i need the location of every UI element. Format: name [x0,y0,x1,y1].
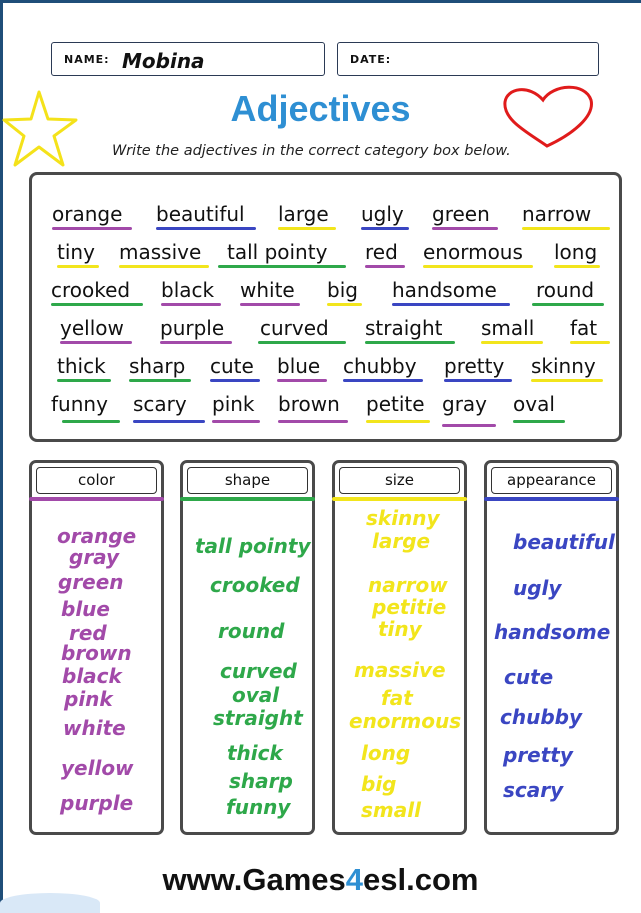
word-bank-item: purple [160,316,225,340]
page-border-top [0,0,641,3]
answer-word: scary [503,778,564,802]
answer-word: funny [226,795,291,819]
word-bank-item: tiny [57,240,95,264]
underline-shape [513,420,565,423]
word-bank-item: narrow [522,202,592,226]
page-title: Adjectives [230,88,411,129]
answer-word: skinny [366,506,440,530]
word-bank-item: blue [277,354,321,378]
underline-appearance [343,379,423,382]
underline-shape [57,379,111,382]
answer-word: orange [57,524,137,548]
underline-shape [532,303,604,306]
word-bank-item: gray [442,392,488,416]
underline-color [212,420,260,423]
category-line-color [29,497,164,501]
answer-word: ugly [513,576,562,600]
underline-appearance [156,227,256,230]
answer-word: handsome [494,620,611,644]
word-bank-item: petite [366,392,425,416]
answer-word: pretty [503,743,573,767]
word-bank-item: green [432,202,490,226]
word-bank-item: sharp [129,354,186,378]
word-bank-item: chubby [343,354,417,378]
website-part: 4 [345,862,363,897]
underline-size [423,265,533,268]
category-header-color: color [36,467,157,494]
category-header-appearance: appearance [491,467,612,494]
answer-word: narrow [368,573,448,597]
answer-word: white [63,716,126,740]
underline-color [442,424,496,427]
word-bank-item: straight [365,316,443,340]
underline-color [432,227,498,230]
word-bank-item: beautiful [156,202,245,226]
answer-word: crooked [210,573,300,597]
answer-word: straight [213,706,303,730]
category-line-size [332,497,467,501]
word-bank-item: white [240,278,295,302]
answer-word: cute [504,665,554,689]
website-footer[interactable] [0,862,641,898]
underline-color [277,379,327,382]
answer-word: big [361,772,397,796]
answer-word: fat [381,686,413,710]
answer-word: pink [64,687,113,711]
word-bank-item: fat [570,316,598,340]
word-bank-item: crooked [51,278,131,302]
underline-shape [62,420,120,423]
underline-shape [218,265,346,268]
word-bank-item: enormous [423,240,523,264]
underline-size [119,265,209,268]
underline-size [481,341,543,344]
underline-color [365,265,405,268]
word-bank-item: curved [260,316,329,340]
answer-word: oval [232,683,280,707]
answer-word: small [361,798,421,822]
answer-word: large [372,529,431,553]
underline-appearance [210,379,260,382]
underline-appearance [444,379,512,382]
word-bank-item: ugly [361,202,404,226]
underline-size [531,379,603,382]
underline-shape [51,303,143,306]
word-bank-item: yellow [60,316,124,340]
category-line-appearance [484,497,619,501]
answer-word: curved [220,659,297,683]
answer-word: enormous [349,709,462,733]
underline-color [160,341,232,344]
name-value: Mobina [122,49,205,73]
answer-word: massive [354,658,446,682]
underline-color [52,227,132,230]
answer-word: green [58,570,124,594]
word-bank-item: red [365,240,398,264]
answer-word: thick [227,741,283,765]
underline-size [327,303,362,306]
word-bank-item: funny [51,392,108,416]
answer-word: brown [61,641,132,665]
underline-size [554,265,600,268]
name-label: NAME: [64,53,110,66]
answer-word: red [69,621,107,645]
word-bank-item: pink [212,392,255,416]
underline-size [366,420,430,423]
word-bank-item: small [481,316,535,340]
word-bank-item: pretty [444,354,505,378]
underline-appearance [392,303,510,306]
website-part: esl.com [363,862,479,897]
underline-size [522,227,610,230]
answer-word: purple [60,791,134,815]
answer-word: black [62,664,122,688]
underline-color [240,303,300,306]
answer-word: round [218,619,285,643]
answer-word: tall pointy [195,534,311,558]
word-bank-item: thick [57,354,106,378]
underline-color [161,303,221,306]
word-bank-item: black [161,278,215,302]
date-field[interactable] [337,42,599,76]
word-bank-item: large [278,202,329,226]
name-field[interactable] [51,42,325,76]
underline-size [570,341,610,344]
underline-size [278,227,336,230]
word-bank-item: oval [513,392,555,416]
word-bank-item: orange [52,202,123,226]
word-bank-item: long [554,240,598,264]
word-bank-item: big [327,278,358,302]
underline-shape [258,341,346,344]
word-bank-item: handsome [392,278,497,302]
answer-word: chubby [500,705,583,729]
word-bank-item: tall pointy [227,240,328,264]
underline-appearance [133,420,205,423]
category-line-shape [180,497,315,501]
instructions: Write the adjectives in the correct category box below. [112,143,511,159]
website-part: www.Games [162,862,346,897]
answer-word: gray [69,545,120,569]
answer-word: blue [61,597,110,621]
answer-word: long [361,741,411,765]
word-bank-item: scary [133,392,187,416]
word-bank-item: cute [210,354,254,378]
word-bank-item: round [536,278,595,302]
underline-appearance [361,227,409,230]
answer-word: sharp [229,769,293,793]
category-header-size: size [339,467,460,494]
underline-color [60,341,132,344]
answer-word: petitie [372,595,447,619]
answer-word: yellow [61,756,134,780]
word-bank-item: brown [278,392,340,416]
word-bank-item: massive [119,240,202,264]
word-bank-item: skinny [531,354,596,378]
corner-decoration [0,893,100,913]
underline-shape [129,379,191,382]
answer-word: tiny [378,617,422,641]
underline-color [278,420,348,423]
underline-size [57,265,99,268]
category-header-shape: shape [187,467,308,494]
date-label: DATE: [350,53,392,66]
answer-word: beautiful [513,530,615,554]
underline-shape [365,341,455,344]
